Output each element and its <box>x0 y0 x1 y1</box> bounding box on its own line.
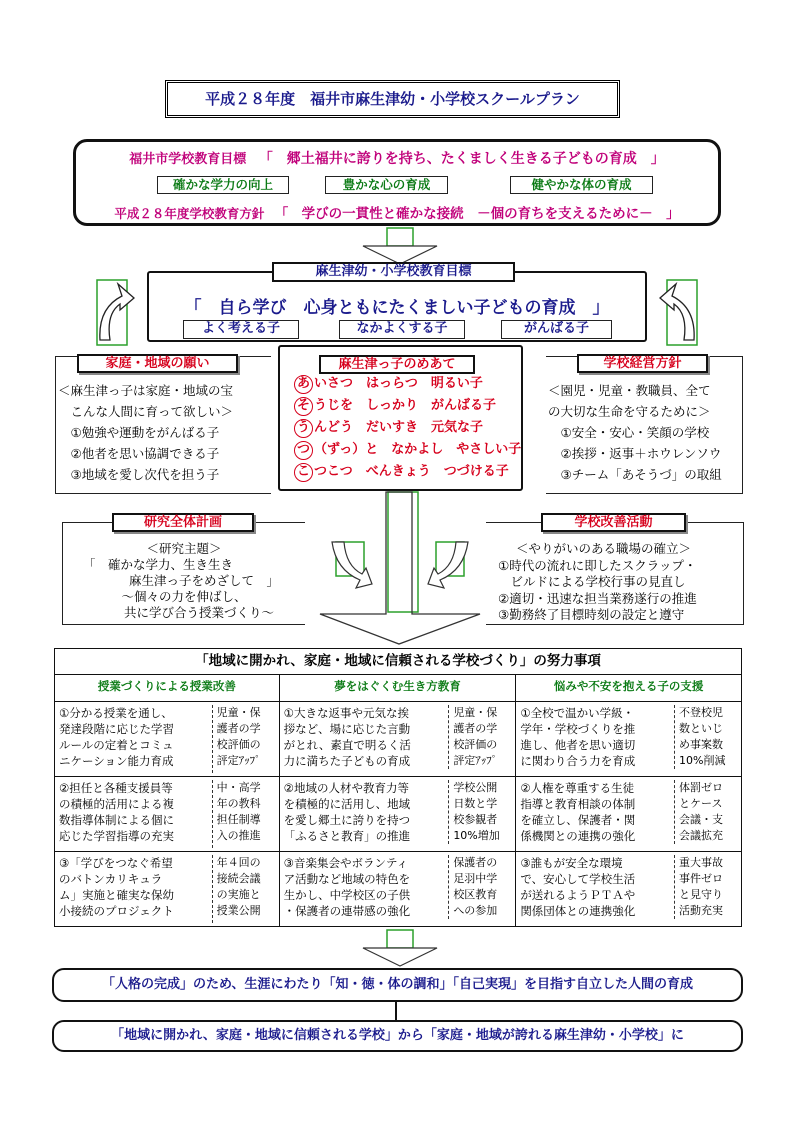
aims-label: 麻生津っ子のめあて <box>319 355 475 374</box>
aim-item-ko <box>294 461 521 483</box>
effort-line: の積極的活用による複 <box>59 797 174 811</box>
effort-line: ③「学びをつなぐ希望 <box>59 856 173 870</box>
efforts-table <box>54 674 742 927</box>
effort-line: で、安心して学校生活 <box>520 872 636 886</box>
aim-item-tsu <box>294 439 521 461</box>
school-sub-friendly: なかよくする子 <box>339 320 465 339</box>
effort-line: ②人権を尊重する生徒 <box>520 781 635 795</box>
effort-target: 10%増加 <box>453 829 500 842</box>
research-line: ～個々の力を伸ばし、 <box>121 589 247 604</box>
effort-line: ③音楽集会やボランティ <box>283 856 409 870</box>
effort-target: 校評価の <box>453 738 498 751</box>
effort-line: 係機関との連携の強化 <box>520 829 636 843</box>
efforts-row-3 <box>55 852 742 927</box>
effort-target: の実施と <box>216 888 261 901</box>
research-line: 「 確かな学力、生き生き <box>83 557 234 572</box>
efforts-header: 夢をはぐくむ生き方教育 <box>279 675 516 702</box>
effort-target: 日数と学 <box>453 797 498 810</box>
effort-line: 力に満ちた子どもの育成 <box>283 754 411 768</box>
effort-target: 児童・保 <box>453 706 498 719</box>
research-line: 共に学び合う授業づくり～ <box>123 605 274 620</box>
aim-text: うじを しっかり がんばる子 <box>314 398 497 413</box>
family-line: ＜麻生津っ子は家庭・地域の宝 <box>58 383 234 398</box>
effort-line: 進し、他者を思い適切 <box>520 738 636 752</box>
research-line: ＜研究主題＞ <box>146 541 222 556</box>
effort-target: 入の推進 <box>216 829 261 842</box>
city-goal-label: 福井市学校教育目標 <box>129 152 247 167</box>
research-line: 麻生津っ子をめざして 」 <box>128 573 279 588</box>
aim-text: んどう だいすき 元気な子 <box>314 420 484 435</box>
effort-target: 不登校児 <box>679 706 723 719</box>
effort-line: を確立し、保護者・関 <box>520 813 636 827</box>
efforts-header: 授業づくりによる授業改善 <box>55 675 280 702</box>
effort-line: ②地域の人材や教育力等 <box>283 781 409 795</box>
final-connector <box>395 1002 397 1020</box>
city-policy-line <box>76 202 718 222</box>
management-label: 学校経営方針 <box>577 354 708 373</box>
effort-target: 担任制導 <box>216 813 261 826</box>
aim-item-a <box>294 373 521 395</box>
effort-target: 会議・支 <box>679 813 723 826</box>
effort-line: ①大きな返事や元気な挨 <box>283 706 409 720</box>
effort-target: 数といじ <box>679 722 723 735</box>
effort-line: 拶など、場に応じた言動 <box>283 722 411 736</box>
management-line: ＜園児・児童・教職員、全て <box>548 383 711 398</box>
school-goal-text: 「 自ら学び 心身ともにたくましい子どもの育成 」 <box>184 298 610 318</box>
management-line: ②挨拶・返事＋ホウレンソウ <box>548 446 722 461</box>
effort-target: 校区教育 <box>453 888 498 901</box>
plan-title-box <box>165 80 620 118</box>
aim-initial: つ <box>294 441 313 460</box>
city-goal-text: 「 郷土福井に誇りを持ち、たくましく生きる子どもの育成 」 <box>258 151 665 167</box>
effort-line: 応じた学習指導の充実 <box>59 829 174 843</box>
research-panel <box>62 522 305 625</box>
research-label: 研究全体計画 <box>112 513 254 532</box>
reform-panel <box>486 522 744 625</box>
effort-line: 指導と教育相談の体制 <box>520 797 636 811</box>
aim-text: つこつ べんきょう つづける子 <box>314 464 509 479</box>
effort-line: 数指導体制による個に <box>59 813 174 827</box>
effort-line: を積極的に活用し、地域 <box>283 797 411 811</box>
effort-line: のバトンカリキュラ <box>59 872 163 886</box>
effort-target: 足羽中学 <box>453 872 498 885</box>
efforts-title: 「地域に開かれ、家庭・地域に信頼される学校づくり」の努力事項 <box>54 648 742 675</box>
effort-target: 年４回の <box>216 856 261 869</box>
effort-target: 体罰ゼロ <box>679 781 723 794</box>
effort-line: を愛し郷土に誇りを持つ <box>283 813 411 827</box>
effort-line: に関わり合う力を育成 <box>520 754 636 768</box>
plan-title: 平成２８年度 福井市麻生津幼・小学校スクールプラン <box>205 90 580 108</box>
city-goal-line <box>76 148 718 168</box>
effort-line: ニケーション能力育成 <box>59 754 174 768</box>
effort-target: 保護者の <box>453 856 498 869</box>
reform-arrow <box>424 540 474 600</box>
effort-target: とケース <box>679 797 723 810</box>
effort-line: がとれ、素直で明るく活 <box>283 738 411 752</box>
effort-line: ①全校で温かい学級・ <box>520 706 635 720</box>
effort-line: ①分かる授業を通し、 <box>59 706 173 720</box>
effort-line: が送れるようＰＴＡや <box>520 888 636 902</box>
effort-target: 中・高学 <box>216 781 261 794</box>
effort-target: 接続会議 <box>216 872 261 885</box>
effort-target: め事案数 <box>679 738 723 751</box>
aim-text: いさつ はっらつ 明るい子 <box>314 376 483 391</box>
effort-target: 護者の学 <box>216 722 261 735</box>
city-policy-label: 平成２８年度学校教育方針 <box>114 206 265 221</box>
aim-item-so <box>294 395 521 417</box>
pillar-heart: 豊かな心の育成 <box>325 176 448 194</box>
family-wishes-panel <box>55 356 271 494</box>
effort-line: ②担任と各種支援員等 <box>59 781 173 795</box>
family-line: こんな人間に育って欲しい＞ <box>58 404 234 419</box>
family-wishes-label: 家庭・地域の願い <box>77 354 238 373</box>
city-policy-text: 「 学びの一貫性と確かな接続 －個の育ちを支えるために－ 」 <box>274 206 680 222</box>
effort-target: 会議拡充 <box>679 829 723 842</box>
effort-line: ム」実施と確実な保幼 <box>59 888 174 902</box>
final-goal-2: 「地域に開かれ、家庭・地域に信頼される学校」から「家庭・地域が誇れる麻生津幼・小学校」に <box>52 1020 743 1052</box>
effort-line: ア活動など地域の特色を <box>283 872 411 886</box>
aim-item-u <box>294 417 521 439</box>
reform-line: ①時代の流れに即したスクラップ・ <box>498 557 697 573</box>
aim-initial: こ <box>294 463 313 482</box>
reform-label: 学校改善活動 <box>541 513 686 532</box>
aim-text: （ずっ）と なかよし やさしい子 <box>314 442 522 457</box>
family-line: ③地域を愛し次代を担う子 <box>58 467 220 482</box>
effort-target: 学校公開 <box>453 781 498 794</box>
down-arrow-2 <box>355 928 445 968</box>
curved-arrow-left <box>92 278 140 348</box>
efforts-header: 悩みや不安を抱える子の支援 <box>516 675 742 702</box>
effort-target: 授業公開 <box>216 904 261 917</box>
effort-target: 校評価の <box>216 738 261 751</box>
pillar-body: 健やかな体の育成 <box>510 176 653 194</box>
effort-line: ・保護者の連帯感の強化 <box>283 904 411 918</box>
family-line: ①勉強や運動をがんばる子 <box>58 425 220 440</box>
aim-initial: あ <box>294 375 313 394</box>
effort-target: 評定ｱｯﾌﾟ <box>453 754 498 767</box>
effort-line: 学年・学校づくりを推 <box>520 722 636 736</box>
effort-line: ルールの定着とコミュ <box>59 738 174 752</box>
effort-line: 「ふるさと教育」の推進 <box>283 829 411 843</box>
effort-target: 評定ｱｯﾌﾟ <box>216 754 261 767</box>
management-line: ①安全・安心・笑顔の学校 <box>548 425 710 440</box>
school-sub-effort: がんばる子 <box>501 320 612 339</box>
effort-target: 校参観者 <box>453 813 498 826</box>
effort-line: 小接続のプロジェクト <box>59 904 174 918</box>
effort-target: 10%削減 <box>679 754 726 767</box>
school-goal-label: 麻生津幼・小学校教育目標 <box>272 262 515 282</box>
school-sub-think: よく考える子 <box>183 320 299 339</box>
effort-target: 児童・保 <box>216 706 261 719</box>
effort-line: 生かし、中学校区の子供 <box>283 888 411 902</box>
effort-target: 護者の学 <box>453 722 498 735</box>
down-arrow-1 <box>355 226 445 266</box>
effort-line: 発達段階に応じた学習 <box>59 722 174 736</box>
reform-line: ②適切・迅速な担当業務遂行の推進 <box>498 590 697 606</box>
effort-target: 年の教科 <box>216 797 261 810</box>
pillar-academic: 確かな学力の向上 <box>157 176 289 194</box>
management-line: の大切な生命を守るために＞ <box>548 404 711 419</box>
effort-target: 重大事故 <box>679 856 723 869</box>
effort-target: 事件ゼロ <box>679 872 723 885</box>
final-goal-1: 「人格の完成」のため、生涯にわたり「知・徳・体の調和」「自己実現」を目指す自立した人間の育成 <box>52 968 743 1002</box>
effort-target: への参加 <box>453 904 498 917</box>
effort-target: 活動充実 <box>679 904 723 917</box>
aim-initial: そ <box>294 397 313 416</box>
reform-line: ＜やりがいのある職場の確立＞ <box>516 541 692 556</box>
reform-line: ビルドによる学校行事の見直し <box>498 574 686 589</box>
city-education-goal-box <box>73 139 721 226</box>
effort-line: 関係団体との連携強化 <box>520 904 636 918</box>
curved-arrow-right <box>654 278 702 348</box>
effort-target: と見守り <box>679 888 723 901</box>
management-line: ③チーム「あそうづ」の取組 <box>548 467 722 482</box>
efforts-header-row <box>55 675 742 702</box>
reform-line: ③勤務終了目標時刻の設定と遵守 <box>498 607 685 622</box>
efforts-row-1 <box>55 702 742 777</box>
research-arrow <box>326 540 376 600</box>
efforts-row-2 <box>55 777 742 852</box>
management-panel <box>546 356 743 494</box>
family-line: ②他者を思い協調できる子 <box>58 446 220 461</box>
effort-line: ③誰もが安全な環境 <box>520 856 623 870</box>
aim-initial: う <box>294 419 313 438</box>
